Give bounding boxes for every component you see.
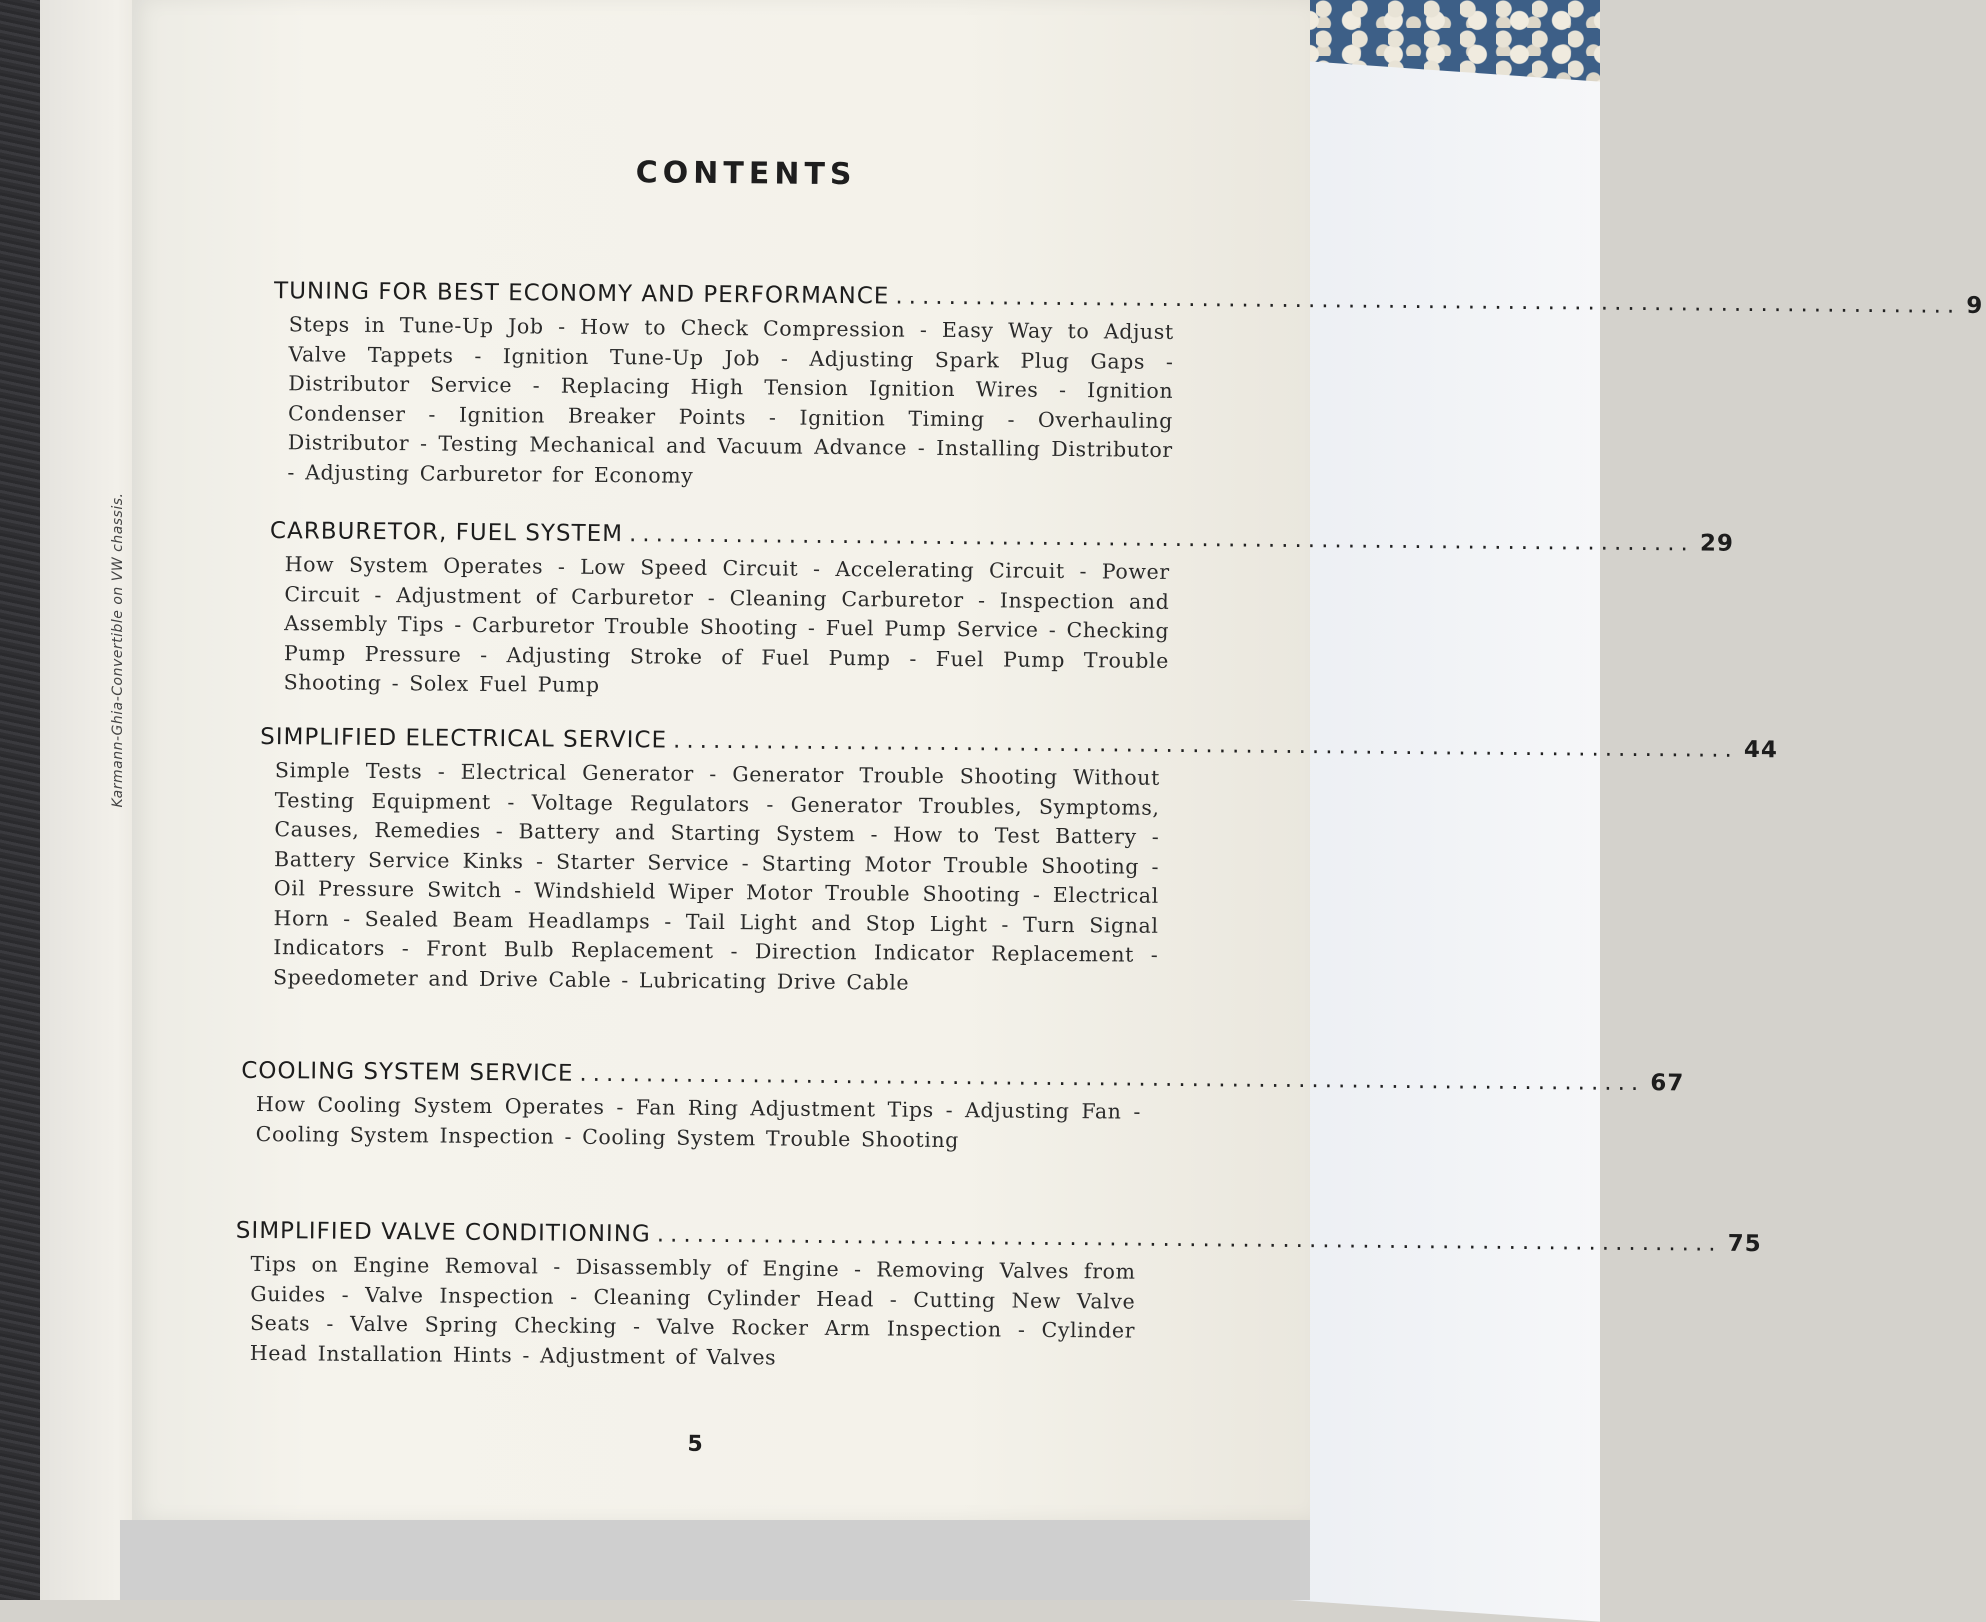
toc-heading: CARBURETOR, FUEL SYSTEM xyxy=(269,518,624,548)
toc-page-number: 9 xyxy=(1966,292,1984,319)
dot-leader: ................................................................................ xyxy=(656,1221,1722,1257)
toc-page-number: 67 xyxy=(1650,1070,1685,1097)
toc-page-number: 29 xyxy=(1699,530,1735,557)
toc-description: How System Operates - Low Speed Circuit - Accelerating Circuit - Power Circuit - Adjustment of Carburetor - Cleaning Carburetor - Inspection and Assembly Tips - Carburetor Trouble Shooting - Fuel Pump Service - Checking Pump Pressure - Adjusting Stroke of Fuel Pump - Fuel Pump Trouble Shooting - Solex Fuel Pump xyxy=(283,552,1170,697)
toc-heading-row xyxy=(273,278,1984,319)
toc-heading: SIMPLIFIED ELECTRICAL SERVICE xyxy=(260,723,668,754)
toc-heading-row xyxy=(241,1057,1685,1097)
toc-heading-row xyxy=(260,723,1779,764)
dot-leader: ................................................................................ xyxy=(672,727,1739,763)
toc-description: How Cooling System Operates - Fan Ring Adjustment Tips - Adjusting Fan - Cooling System Inspection - Cooling System Trouble Shooting xyxy=(255,1091,1142,1152)
toc-heading-row xyxy=(269,518,1735,557)
contents-text-block xyxy=(125,0,1984,1525)
toc-section-valve xyxy=(235,1217,1762,1376)
dot-leader: ................................................................................ xyxy=(579,1060,1645,1097)
toc-heading-row xyxy=(235,1217,1762,1258)
page-shadow xyxy=(120,1520,1310,1600)
toc-section-tuning xyxy=(272,278,1984,495)
toc-description: Steps in Tune-Up Job - How to Check Compression - Easy Way to Adjust Valve Tappets - Ignition Tune-Up Job - Adjusting Spark Plug Gaps - Distributor Service - Replacing High Tension Ignition Wires - Ignition Condenser - Ignition Breaker Points - Ignition Timing - Overhauling Distributor - Testing Mechanical and Vacuum Advance - Installing Distributor - Adjusting Carburetor for Economy xyxy=(287,312,1174,488)
toc-page-number: 44 xyxy=(1743,736,1779,764)
page-number: 5 xyxy=(687,1431,703,1457)
toc-description: Simple Tests - Electrical Generator - Generator Trouble Shooting Without Testing Equipment - Voltage Regulators - Generator Troubles, Symptoms, Causes, Remedies - Battery and Starting System - How to Test Battery - Battery Service Kinks - Starter Service - Starting Motor Trouble Shooting - Oil Pressure Switch - Windshield Wiper Motor Trouble Shooting - Electrical Horn - Sealed Beam Headlamps - Tail Light and Stop Light - Turn Signal Indicators - Front Bulb Replacement - Direction Indicator Replacement - Speedometer and Drive Cable - Lubricating Drive Cable xyxy=(272,758,1160,995)
toc-section-electrical xyxy=(258,723,1779,1000)
dot-leader: ................................................................................ xyxy=(895,283,1961,319)
toc-heading: COOLING SYSTEM SERVICE xyxy=(241,1057,574,1087)
toc-page-number: 75 xyxy=(1727,1230,1762,1258)
dot-leader: ................................................................................ xyxy=(628,521,1694,557)
toc-heading: SIMPLIFIED VALVE CONDITIONING xyxy=(235,1217,651,1248)
page-title: CONTENTS xyxy=(635,155,857,193)
toc-section-carburetor xyxy=(269,518,1735,705)
toc-heading: TUNING FOR BEST ECONOMY AND PERFORMANCE xyxy=(273,278,890,310)
photo-caption: Karmann-Ghia-Convertible on VW chassis. xyxy=(110,492,126,808)
toc-section-cooling xyxy=(241,1057,1685,1157)
toc-description: Tips on Engine Removal - Disassembly of Engine - Removing Valves from Guides - Valve Inspection - Cleaning Cylinder Head - Cutting New Valve Seats - Valve Spring Checking - Valve Rocker Arm Inspection - Cylinder Head Installation Hints - Adjustment of Valves xyxy=(249,1251,1136,1370)
